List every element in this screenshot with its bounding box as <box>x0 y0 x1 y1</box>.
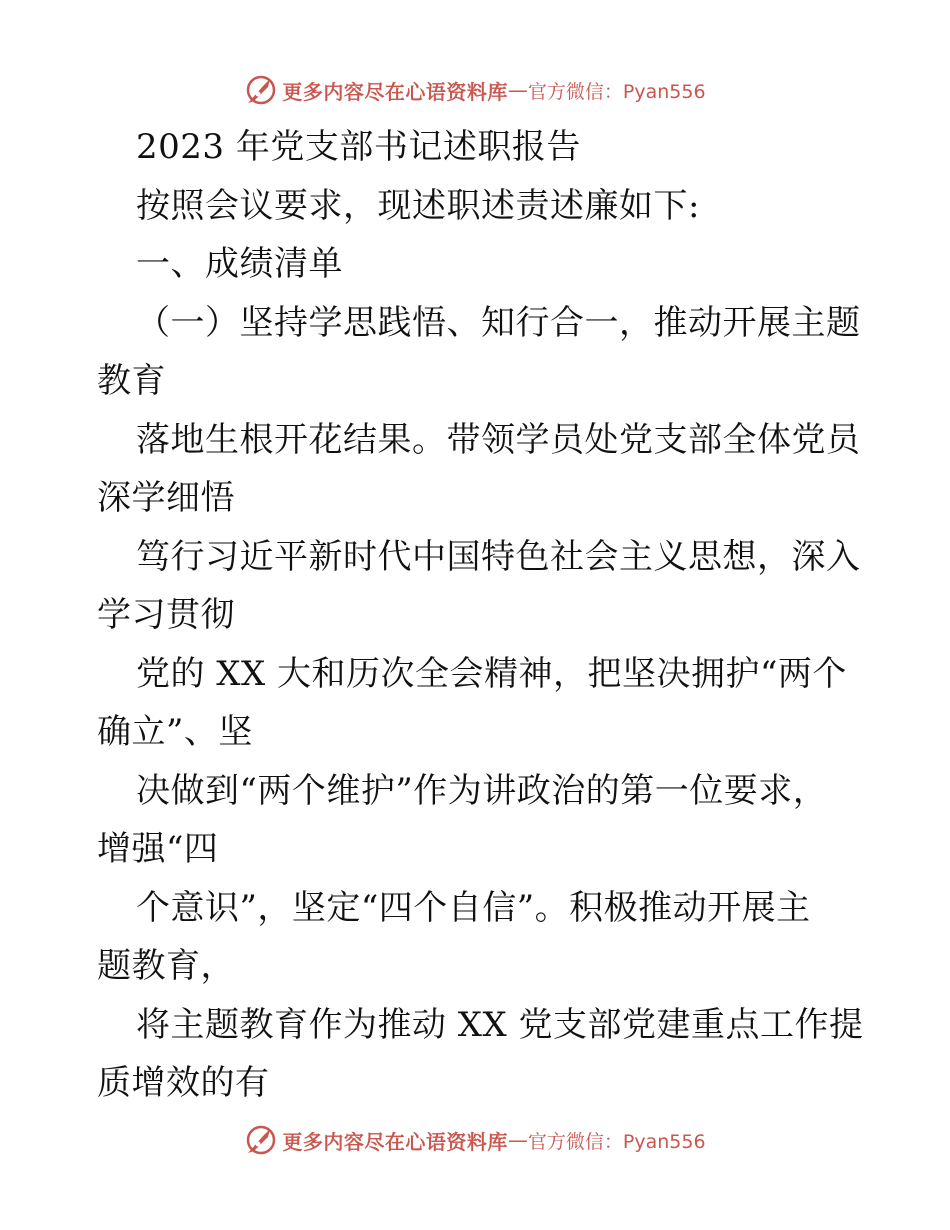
banner-title: 更多内容尽在心语资料库 <box>282 79 508 104</box>
paragraph-line: 题教育， <box>97 946 235 986</box>
banner-separator: — <box>507 78 528 102</box>
paragraph-line: 深学细悟 <box>97 478 235 518</box>
paragraph-line: 个意识”，坚定“四个自信”。积极推动开展主 <box>136 887 811 928</box>
document-title: 2023 年党支部书记述职报告 <box>136 127 581 167</box>
banner-contact: 官方微信：Pyan556 <box>527 1130 706 1153</box>
banner-separator: — <box>507 1128 528 1152</box>
subsection-heading: （一）坚持学思践悟、知行合一，推动开展主题 <box>136 302 861 343</box>
paragraph-line: 将主题教育作为推动 XX 党支部党建重点工作提 <box>136 1004 864 1045</box>
header-banner <box>0 70 950 110</box>
banner-title: 更多内容尽在心语资料库 <box>282 1129 508 1154</box>
banner-contact: 官方微信：Pyan556 <box>527 80 706 103</box>
paragraph-line: 确立”、坚 <box>97 712 253 752</box>
quill-logo-icon <box>244 1123 278 1157</box>
paragraph-line: 落地生根开花结果。带领学员处党支部全体党员 <box>136 419 861 460</box>
paragraph-line: 增强“四 <box>97 829 219 869</box>
paragraph-line: 决做到“两个维护”作为讲政治的第一位要求， <box>136 770 828 811</box>
footer-banner <box>0 1120 950 1160</box>
paragraph-line: 教育 <box>97 361 166 401</box>
paragraph-line: 笃行习近平新时代中国特色社会主义思想，深入 <box>136 536 861 577</box>
section-heading: 一、成绩清单 <box>136 244 343 284</box>
quill-logo-icon <box>244 73 278 107</box>
paragraph-line: 学习贯彻 <box>97 595 235 635</box>
paragraph-line: 党的 XX 大和历次全会精神，把坚决拥护“两个 <box>136 653 847 694</box>
paragraph-line: 按照会议要求，现述职述责述廉如下: <box>136 185 700 226</box>
document-body <box>97 118 864 1113</box>
paragraph-line: 质增效的有 <box>97 1063 270 1103</box>
